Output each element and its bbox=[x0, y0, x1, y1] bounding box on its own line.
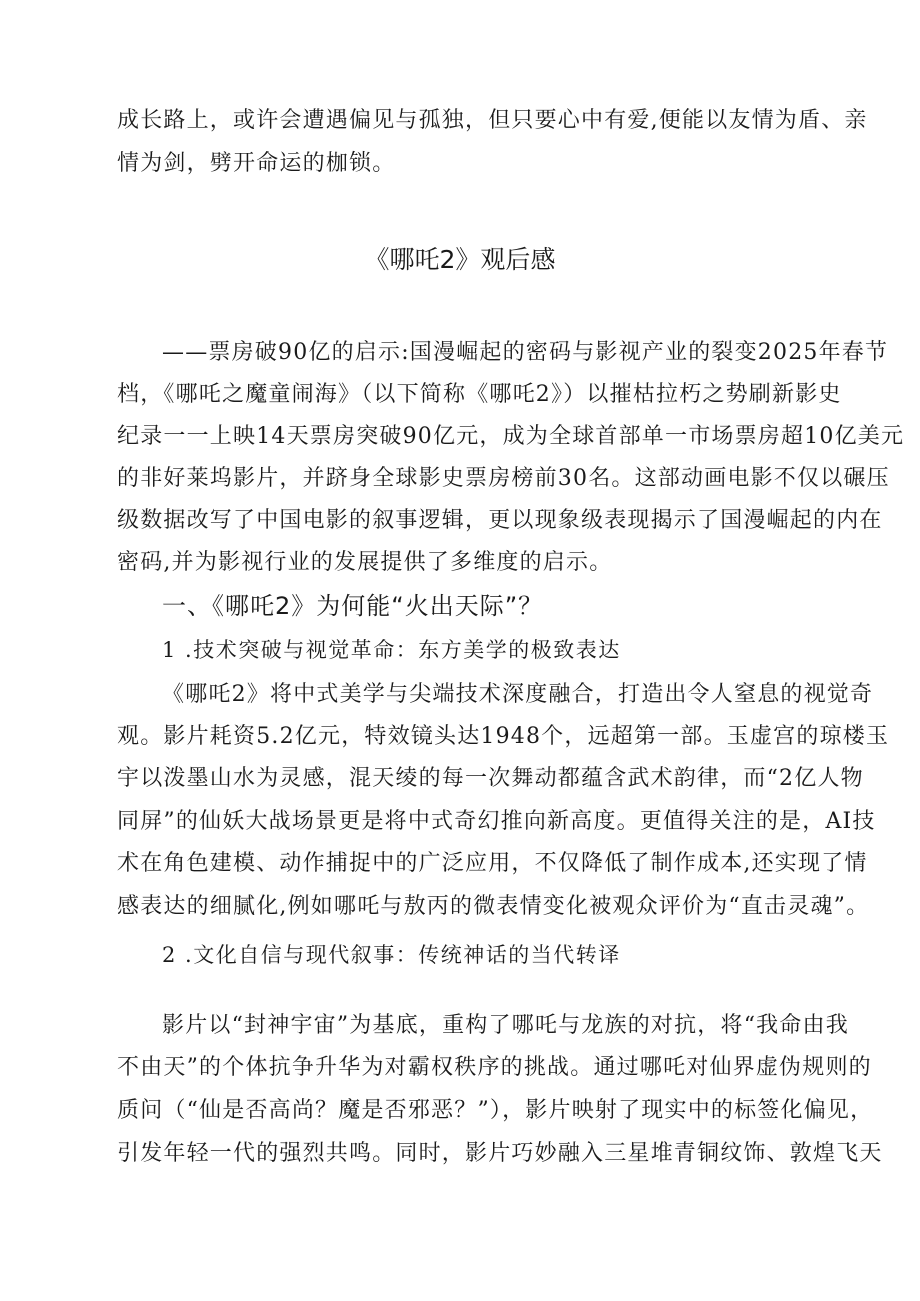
intro-line-1: 成长路上，或许会遭遇偏见与孤独，但只要心中有爱,便能以友情为盾、亲 bbox=[117, 108, 868, 133]
para2-line-2: 观。影片耗资5.2亿元，特效镜头达1948个，远超第一部。玉虚宫的琼楼玉 bbox=[117, 724, 890, 749]
subsection-heading-1: 1 .技术突破与视觉革命：东方美学的极致表达 bbox=[162, 638, 621, 662]
para2-line-4: 同屏”的仙妖大战场景更是将中式奇幻推向新高度。更值得关注的是，AI技 bbox=[117, 809, 876, 834]
para1-line-5: 级数据改写了中国电影的叙事逻辑，更以现象级表现揭示了国漫崛起的内在 bbox=[117, 508, 883, 533]
para1-line-1: ——票房破90亿的启示:国漫崛起的密码与影视产业的裂变2025年春节 bbox=[162, 340, 889, 365]
para3-line-3: 质问（“仙是否高尚？魔是否邪恶？”），影片映射了现实中的标签化偏见， bbox=[117, 1098, 874, 1123]
subsection-heading-2: 2 .文化自信与现代叙事：传统神话的当代转译 bbox=[162, 943, 621, 967]
para1-line-4: 的非好莱坞影片，并跻身全球影史票房榜前30名。这部动画电影不仅以碾压 bbox=[117, 466, 890, 491]
intro-line-2: 情为剑，劈开命运的枷锁。 bbox=[117, 151, 396, 176]
section-heading-1: 一、《哪吒2》为何能“火出天际”？ bbox=[162, 592, 544, 620]
para1-line-2: 档，《哪吒之魔童闹海》（以下简称《哪吒2》）以摧枯拉朽之势刷新影史 bbox=[117, 382, 842, 407]
para2-line-1: 《哪吒2》将中式美学与尖端技术深度融合，打造出令人窒息的视觉奇 bbox=[162, 682, 874, 707]
document-title: 《哪吒2》观后感 bbox=[364, 245, 556, 274]
para3-line-4: 引发年轻一代的强烈共鸣。同时，影片巧妙融入三星堆青铜纹饰、敦煌飞天 bbox=[117, 1141, 883, 1166]
para1-line-3: 纪录一一上映14天票房突破90亿元，成为全球首部单一市场票房超10亿美元 bbox=[117, 424, 905, 449]
para3-line-2: 不由天”的个体抗争升华为对霸权秩序的挑战。通过哪吒对仙界虚伪规则的 bbox=[117, 1055, 872, 1080]
para3-line-1: 影片以“封神宇宙”为基底，重构了哪吒与龙族的对抗，将“我命由我 bbox=[162, 1013, 849, 1038]
para2-line-6: 感表达的细腻化,例如哪吒与敖丙的微表情变化被观众评价为“直击灵魂”。 bbox=[117, 894, 870, 919]
para1-line-6: 密码,并为影视行业的发展提供了多维度的启示。 bbox=[117, 550, 613, 575]
para2-line-3: 宇以泼墨山水为灵感，混天绫的每一次舞动都蕴含武术韵律，而“2亿人物 bbox=[117, 766, 864, 791]
para2-line-5: 术在角色建模、动作捕捉中的广泛应用，不仅降低了制作成本,还实现了情 bbox=[117, 851, 868, 876]
